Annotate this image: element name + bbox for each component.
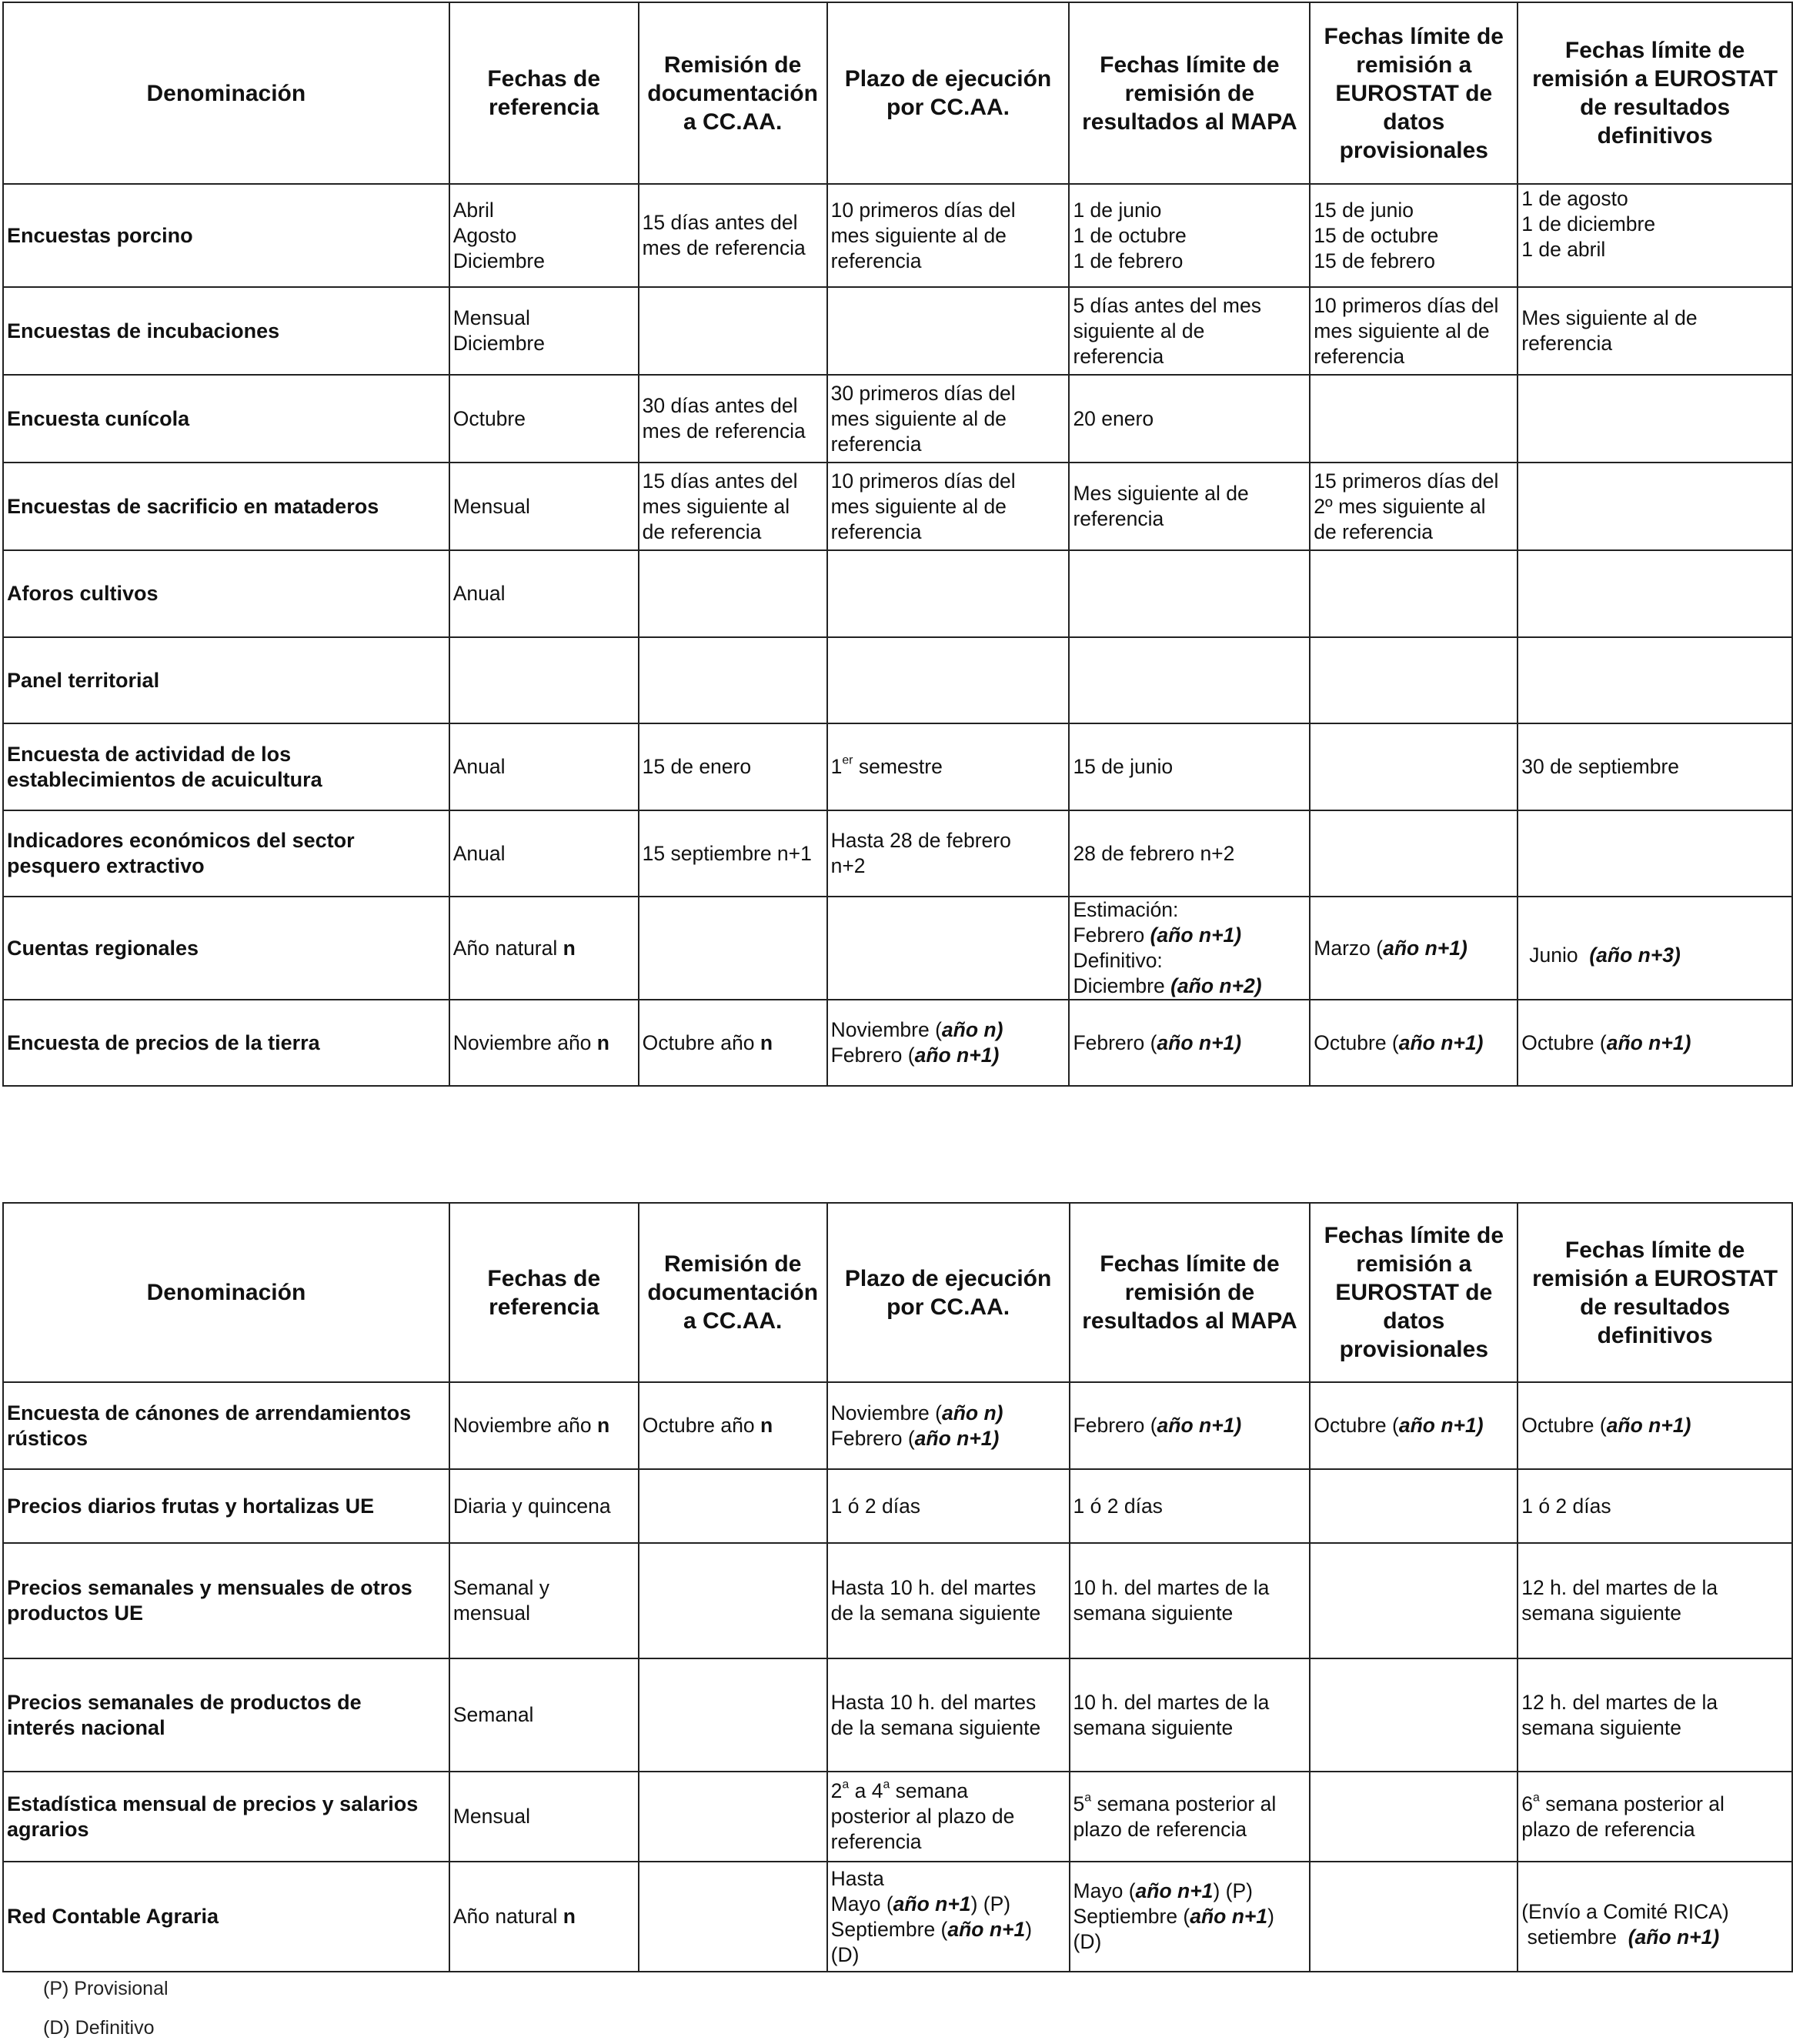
cell-remision-documentacion: [639, 1543, 827, 1658]
cell-fechas-referencia: Mensual Diciembre: [449, 287, 639, 375]
cell-limite-mapa: 5$^a$ semana posterior al plazo de referencia: [1070, 1772, 1311, 1862]
row-name: Encuesta de cánones de arrendamientos rústicos: [3, 1382, 449, 1469]
header-plazo-ejecucion: Plazo de ejecución por CC.AA.: [827, 1203, 1070, 1382]
cell-eurostat-definitivos: 30 de septiembre: [1518, 723, 1792, 810]
header-limite-eurostat-provisionales: Fechas límite de remisión a EUROSTAT de datos provisionales: [1310, 1203, 1518, 1382]
table-row: [3, 1000, 1792, 1086]
cell-eurostat-definitivos: Mes siguiente al de referencia: [1518, 287, 1792, 375]
cell-eurostat-definitivos: 6$^a$ semana posterior al plazo de referencia: [1518, 1772, 1792, 1862]
row-name: Precios semanales y mensuales de otros productos UE: [3, 1543, 449, 1658]
header-remision-documentacion: Remisión de documentación a CC.AA.: [639, 1203, 827, 1382]
cell-remision-documentacion: Octubre año n: [639, 1000, 827, 1086]
row-name: Encuesta de precios de la tierra: [3, 1000, 449, 1086]
header-plazo-ejecucion: Plazo de ejecución por CC.AA.: [827, 2, 1070, 184]
table-row: [3, 1382, 1792, 1469]
cell-eurostat-provisionales: [1310, 637, 1518, 723]
cell-plazo-ejecucion: Hasta Mayo (año n+1) (P) Septiembre (año n+1) (D): [827, 1862, 1070, 1972]
cell-remision-documentacion: [639, 1469, 827, 1543]
cell-remision-documentacion: 15 septiembre n+1: [639, 810, 827, 897]
cell-eurostat-definitivos: [1518, 810, 1792, 897]
cell-fechas-referencia: Noviembre año n: [449, 1000, 639, 1086]
table-row: [3, 1772, 1792, 1862]
cell-eurostat-provisionales: Octubre (año n+1): [1310, 1000, 1518, 1086]
cell-limite-mapa: 10 h. del martes de la semana siguiente: [1070, 1543, 1311, 1658]
cell-plazo-ejecucion: Noviembre (año n) Febrero (año n+1): [827, 1382, 1070, 1469]
cell-limite-mapa: Mayo (año n+1) (P) Septiembre (año n+1) (D): [1070, 1862, 1311, 1972]
cell-eurostat-provisionales: [1310, 1862, 1518, 1972]
cell-fechas-referencia: Octubre: [449, 375, 639, 463]
header-fechas-referencia: Fechas de referencia: [449, 2, 639, 184]
cell-remision-documentacion: Octubre año n: [639, 1382, 827, 1469]
cell-eurostat-definitivos: [1518, 550, 1792, 637]
cell-eurostat-definitivos: (Envío a Comité RICA) setiembre (año n+1): [1518, 1862, 1792, 1972]
cell-remision-documentacion: [639, 550, 827, 637]
cell-plazo-ejecucion: 30 primeros días del mes siguiente al de referencia: [827, 375, 1070, 463]
header-row: [3, 2, 1792, 184]
header-limite-eurostat-definitivos: Fechas límite de remisión a EUROSTAT de resultados definitivos: [1518, 2, 1792, 184]
table-row: [3, 723, 1792, 810]
schedule-table-2: [2, 1202, 1793, 1972]
cell-eurostat-definitivos: [1518, 463, 1792, 550]
header-limite-eurostat-definitivos: Fechas límite de remisión a EUROSTAT de resultados definitivos: [1518, 1203, 1792, 1382]
cell-remision-documentacion: [639, 1772, 827, 1862]
cell-eurostat-provisionales: [1310, 1658, 1518, 1772]
cell-eurostat-provisionales: [1310, 1469, 1518, 1543]
cell-remision-documentacion: [639, 287, 827, 375]
cell-remision-documentacion: [639, 637, 827, 723]
cell-fechas-referencia: Anual: [449, 810, 639, 897]
row-name: Red Contable Agraria: [3, 1862, 449, 1972]
cell-plazo-ejecucion: 1er semestre: [827, 723, 1070, 810]
cell-eurostat-provisionales: Marzo (año n+1): [1310, 897, 1518, 1000]
cell-limite-mapa: 1 ó 2 días: [1070, 1469, 1311, 1543]
cell-limite-mapa: Febrero (año n+1): [1070, 1382, 1311, 1469]
header-limite-eurostat-provisionales: Fechas límite de remisión a EUROSTAT de datos provisionales: [1310, 2, 1518, 184]
row-name: Cuentas regionales: [3, 897, 449, 1000]
cell-remision-documentacion: [639, 897, 827, 1000]
table-row: [3, 287, 1792, 375]
table-row: [3, 1543, 1792, 1658]
table-row: [3, 375, 1792, 463]
row-name: Encuesta cunícola: [3, 375, 449, 463]
cell-eurostat-definitivos: 12 h. del martes de la semana siguiente: [1518, 1543, 1792, 1658]
cell-eurostat-provisionales: [1310, 1772, 1518, 1862]
cell-plazo-ejecucion: Hasta 10 h. del martes de la semana siguiente: [827, 1658, 1070, 1772]
cell-limite-mapa: [1069, 637, 1310, 723]
cell-remision-documentacion: 15 días antes del mes siguiente al de referencia: [639, 463, 827, 550]
cell-fechas-referencia: Noviembre año n: [449, 1382, 639, 1469]
cell-limite-mapa: Febrero (año n+1): [1069, 1000, 1310, 1086]
row-name: Aforos cultivos: [3, 550, 449, 637]
cell-fechas-referencia: Año natural n: [449, 1862, 639, 1972]
header-remision-documentacion: Remisión de documentación a CC.AA.: [639, 2, 827, 184]
cell-plazo-ejecucion: 1 ó 2 días: [827, 1469, 1070, 1543]
cell-remision-documentacion: [639, 1658, 827, 1772]
cell-remision-documentacion: 15 de enero: [639, 723, 827, 810]
cell-eurostat-provisionales: 15 de junio 15 de octubre 15 de febrero: [1310, 184, 1518, 287]
cell-eurostat-definitivos: 12 h. del martes de la semana siguiente: [1518, 1658, 1792, 1772]
header-limite-mapa: Fechas límite de remisión de resultados al MAPA: [1070, 1203, 1311, 1382]
cell-fechas-referencia: Semanal: [449, 1658, 639, 1772]
cell-remision-documentacion: 30 días antes del mes de referencia: [639, 375, 827, 463]
table-row: [3, 810, 1792, 897]
cell-fechas-referencia: Mensual: [449, 463, 639, 550]
cell-eurostat-definitivos: Octubre (año n+1): [1518, 1000, 1792, 1086]
cell-plazo-ejecucion: 2$^a$ a 4$^a$ semana posterior al plazo de referencia: [827, 1772, 1070, 1862]
cell-limite-mapa: Estimación: Febrero (año n+1) Definitivo: Diciembre (año n+2): [1069, 897, 1310, 1000]
row-name: Encuestas de incubaciones: [3, 287, 449, 375]
cell-eurostat-provisionales: 15 primeros días del 2º mes siguiente al de referencia: [1310, 463, 1518, 550]
cell-plazo-ejecucion: Hasta 28 de febrero n+2: [827, 810, 1070, 897]
header-row: [3, 1203, 1792, 1382]
cell-eurostat-definitivos: 1 ó 2 días: [1518, 1469, 1792, 1543]
cell-fechas-referencia: Diaria y quincena: [449, 1469, 639, 1543]
cell-eurostat-provisionales: 10 primeros días del mes siguiente al de referencia: [1310, 287, 1518, 375]
cell-fechas-referencia: Abril Agosto Diciembre: [449, 184, 639, 287]
header-denominacion: Denominación: [3, 1203, 449, 1382]
cell-fechas-referencia: Anual: [449, 550, 639, 637]
cell-fechas-referencia: Mensual: [449, 1772, 639, 1862]
cell-plazo-ejecucion: Noviembre (año n) Febrero (año n+1): [827, 1000, 1070, 1086]
cell-plazo-ejecucion: [827, 550, 1070, 637]
table-row: [3, 637, 1792, 723]
table-row: [3, 897, 1792, 1000]
footnote-definitivo: (D) Definitivo: [43, 2017, 155, 2039]
cell-eurostat-provisionales: [1310, 375, 1518, 463]
cell-fechas-referencia: [449, 637, 639, 723]
header-limite-mapa: Fechas límite de remisión de resultados al MAPA: [1069, 2, 1310, 184]
row-name: Panel territorial: [3, 637, 449, 723]
cell-eurostat-definitivos: [1518, 375, 1792, 463]
row-name: Encuestas porcino: [3, 184, 449, 287]
table-row: [3, 1469, 1792, 1543]
cell-eurostat-definitivos: 1 de agosto 1 de diciembre 1 de abril: [1518, 184, 1792, 287]
footnote-provisional: (P) Provisional: [43, 1978, 169, 1999]
cell-plazo-ejecucion: 10 primeros días del mes siguiente al de referencia: [827, 463, 1070, 550]
cell-fechas-referencia: Anual: [449, 723, 639, 810]
table-row: [3, 1658, 1792, 1772]
row-name: Precios diarios frutas y hortalizas UE: [3, 1469, 449, 1543]
cell-limite-mapa: Mes siguiente al de referencia: [1069, 463, 1310, 550]
cell-limite-mapa: 1 de junio 1 de octubre 1 de febrero: [1069, 184, 1310, 287]
cell-fechas-referencia: Semanal y mensual: [449, 1543, 639, 1658]
cell-limite-mapa: 5 días antes del mes siguiente al de referencia: [1069, 287, 1310, 375]
table-row: [3, 550, 1792, 637]
cell-eurostat-definitivos: Octubre (año n+1): [1518, 1382, 1792, 1469]
cell-fechas-referencia: Año natural n: [449, 897, 639, 1000]
cell-eurostat-definitivos: [1518, 637, 1792, 723]
cell-limite-mapa: 20 enero: [1069, 375, 1310, 463]
cell-plazo-ejecucion: 10 primeros días del mes siguiente al de referencia: [827, 184, 1070, 287]
cell-plazo-ejecucion: [827, 287, 1070, 375]
cell-limite-mapa: 10 h. del martes de la semana siguiente: [1070, 1658, 1311, 1772]
header-fechas-referencia: Fechas de referencia: [449, 1203, 639, 1382]
table-row: [3, 463, 1792, 550]
cell-eurostat-provisionales: Octubre (año n+1): [1310, 1382, 1518, 1469]
cell-plazo-ejecucion: Hasta 10 h. del martes de la semana siguiente: [827, 1543, 1070, 1658]
cell-eurostat-definitivos: Junio (año n+3): [1518, 897, 1792, 1000]
row-name: Indicadores económicos del sector pesquero extractivo: [3, 810, 449, 897]
cell-remision-documentacion: 15 días antes del mes de referencia: [639, 184, 827, 287]
row-name: Estadística mensual de precios y salarios agrarios: [3, 1772, 449, 1862]
row-name: Precios semanales de productos de interés nacional: [3, 1658, 449, 1772]
cell-eurostat-provisionales: [1310, 723, 1518, 810]
cell-remision-documentacion: [639, 1862, 827, 1972]
cell-limite-mapa: [1069, 550, 1310, 637]
cell-plazo-ejecucion: [827, 897, 1070, 1000]
cell-limite-mapa: 28 de febrero n+2: [1069, 810, 1310, 897]
header-denominacion: Denominación: [3, 2, 449, 184]
cell-eurostat-provisionales: [1310, 810, 1518, 897]
cell-eurostat-provisionales: [1310, 1543, 1518, 1658]
table-row: [3, 1862, 1792, 1972]
cell-eurostat-provisionales: [1310, 550, 1518, 637]
row-name: Encuestas de sacrificio en mataderos: [3, 463, 449, 550]
cell-plazo-ejecucion: [827, 637, 1070, 723]
table-row: [3, 184, 1792, 287]
schedule-table-1: [2, 2, 1793, 1087]
row-name: Encuesta de actividad de los establecimientos de acuicultura: [3, 723, 449, 810]
cell-limite-mapa: 15 de junio: [1069, 723, 1310, 810]
